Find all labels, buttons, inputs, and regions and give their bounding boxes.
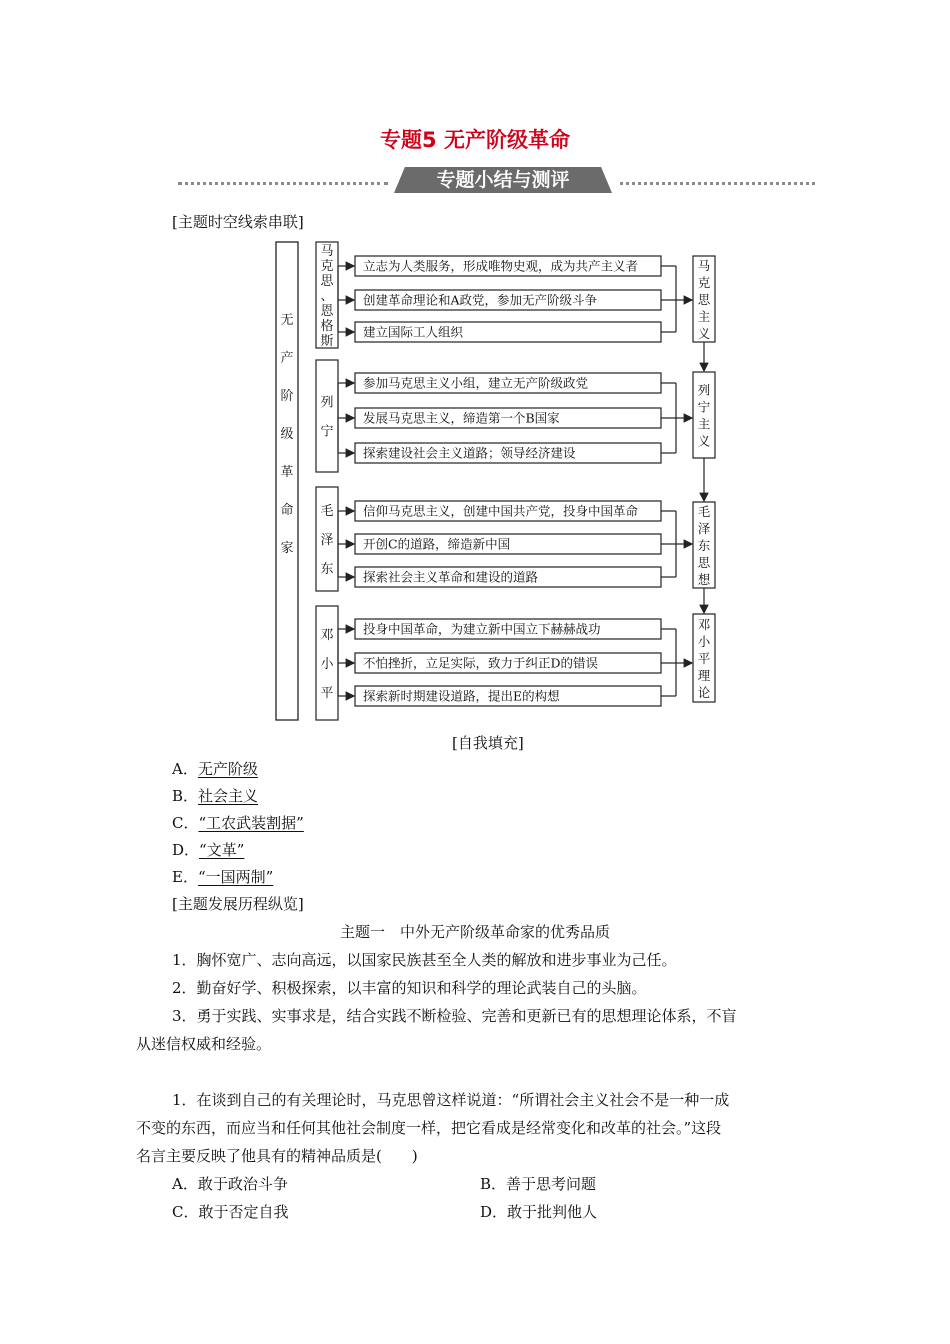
root-char: 级 xyxy=(280,427,294,442)
theory-char: 宁 xyxy=(697,399,711,415)
answer-c-letter: C． xyxy=(172,814,199,832)
theory-char: 主 xyxy=(697,416,711,432)
person-char: 列 xyxy=(320,395,334,411)
person-char: 斯 xyxy=(320,334,334,349)
point-3-line-1: 3．勇于实践、实事求是，结合实践不断检验、完善和更新已有的思想理论体系，不盲 xyxy=(172,1007,737,1025)
item-text: 建立国际工人组织 xyxy=(363,324,464,340)
theory-char: 东 xyxy=(697,538,711,553)
banner-dotted-line-right xyxy=(620,182,815,185)
root-char: 阶 xyxy=(280,389,294,404)
point-2: 2．勤奋好学、积极探索，以丰富的知识和科学的理论武装自己的头脑。 xyxy=(172,979,647,997)
item-text: 信仰马克思主义，创建中国共产党，投身中国革命 xyxy=(363,503,639,519)
theory-char: 列 xyxy=(697,382,711,398)
theory-char: 思 xyxy=(697,555,711,570)
theory-char: 邓 xyxy=(697,617,711,632)
option-a[interactable]: A．敢于政治斗争 xyxy=(172,1175,288,1193)
root-char: 家 xyxy=(280,541,294,556)
theory-1 xyxy=(693,372,715,501)
item-text: 开创C的道路，缔造新中国 xyxy=(363,536,511,552)
answer-d-letter: D． xyxy=(172,841,200,859)
item-text: 探索建设社会主义道路；领导经济建设 xyxy=(363,445,576,461)
page-title: 专题5 无产阶级革命 xyxy=(380,128,570,152)
item-text: 不怕挫折，立足实际，致力于纠正D的错误 xyxy=(363,655,599,671)
theory-char: 理 xyxy=(697,668,711,683)
person-char: 恩 xyxy=(320,304,334,319)
group-0 xyxy=(316,242,692,349)
answer-c xyxy=(172,813,304,833)
theory-char: 论 xyxy=(697,685,711,700)
theory-2 xyxy=(693,502,715,613)
theory-0 xyxy=(693,256,715,371)
theory-char: 马 xyxy=(697,258,711,273)
self-fill-label: [自我填充] xyxy=(452,734,524,752)
theory-char: 克 xyxy=(697,275,711,290)
answer-a-letter: A． xyxy=(172,760,198,778)
theory-char: 主 xyxy=(697,309,711,324)
option-b[interactable]: B．善于思考问题 xyxy=(480,1175,597,1193)
theory-char: 义 xyxy=(697,326,711,341)
question-line-2: 不变的东西，而应当和任何其他社会制度一样，把它看成是经常变化和改革的社会。”这段 xyxy=(136,1119,722,1137)
point-1: 1．胸怀宽广、志向高远，以国家民族甚至全人类的解放和进步事业为己任。 xyxy=(172,951,677,969)
group-3 xyxy=(316,606,692,720)
topic-heading: 主题一 中外无产阶级革命家的优秀品质 xyxy=(340,923,611,941)
theory-char: 毛 xyxy=(697,504,711,519)
option-d[interactable]: D．敢于批判他人 xyxy=(480,1203,598,1221)
person-char: 邓 xyxy=(320,628,334,643)
answer-a xyxy=(172,759,258,779)
item-text: 探索社会主义革命和建设的道路 xyxy=(363,569,539,585)
person-char: 、 xyxy=(320,289,334,304)
question-line-1: 1．在谈到自己的有关理论时，马克思曾这样说道：“所谓社会主义社会不是一种一成 xyxy=(172,1091,730,1109)
theory-char: 思 xyxy=(697,292,711,307)
person-char: 马 xyxy=(320,244,334,259)
theory-char: 义 xyxy=(697,433,711,449)
option-c[interactable]: C．敢于否定自我 xyxy=(172,1203,289,1221)
person-char: 格 xyxy=(320,319,334,334)
person-char: 小 xyxy=(320,657,334,672)
question-line-3: 名言主要反映了他具有的精神品质是( ) xyxy=(136,1147,418,1165)
item-text: 创建革命理论和A政党，参加无产阶级斗争 xyxy=(363,292,598,308)
root-char: 产 xyxy=(280,351,294,366)
person-char: 泽 xyxy=(320,533,334,548)
answer-c-text: “工农武装割据” xyxy=(198,814,304,832)
banner-dotted-line-left xyxy=(178,182,388,185)
answer-e-letter: E． xyxy=(172,868,198,886)
section-label-development: [主题发展历程纵览] xyxy=(172,895,304,913)
root-char: 命 xyxy=(280,503,294,518)
person-char: 宁 xyxy=(320,424,334,440)
theory-char: 想 xyxy=(697,572,711,587)
point-3-line-2: 从迷信权威和经验。 xyxy=(136,1035,272,1053)
answer-e xyxy=(172,867,273,887)
group-2 xyxy=(316,487,692,591)
answer-b-text: 社会主义 xyxy=(198,787,259,805)
person-box xyxy=(316,360,338,472)
concept-diagram xyxy=(272,236,732,726)
root-char: 无 xyxy=(280,313,294,328)
root-char: 革 xyxy=(280,465,294,480)
item-text: 立志为人类服务，形成唯物史观，成为共产主义者 xyxy=(363,258,639,274)
item-text: 探索新时期建设道路，提出E的构想 xyxy=(363,688,560,704)
item-text: 投身中国革命，为建立新中国立下赫赫战功 xyxy=(363,621,601,637)
answer-e-text: “一国两制” xyxy=(197,868,274,886)
item-text: 发展马克思主义，缔造第一个B国家 xyxy=(363,410,560,426)
section-label-timeline: [主题时空线索串联] xyxy=(172,213,304,231)
theory-char: 平 xyxy=(697,651,711,666)
answer-d-text: “文革” xyxy=(199,841,245,859)
answer-a-text: 无产阶级 xyxy=(197,760,258,778)
person-char: 思 xyxy=(320,274,334,289)
person-char: 毛 xyxy=(320,504,334,519)
item-text: 参加马克思主义小组，建立无产阶级政党 xyxy=(363,375,589,391)
group-1 xyxy=(316,360,692,472)
person-char: 东 xyxy=(320,562,334,577)
answer-b xyxy=(172,786,258,806)
person-char: 平 xyxy=(320,686,334,701)
person-char: 克 xyxy=(320,259,334,274)
theory-3 xyxy=(693,614,715,702)
theory-char: 小 xyxy=(697,634,711,649)
theory-char: 泽 xyxy=(697,521,711,536)
answer-b-letter: B． xyxy=(172,787,199,805)
banner-title: 专题小结与测评 xyxy=(436,169,570,191)
answer-d xyxy=(172,840,244,860)
